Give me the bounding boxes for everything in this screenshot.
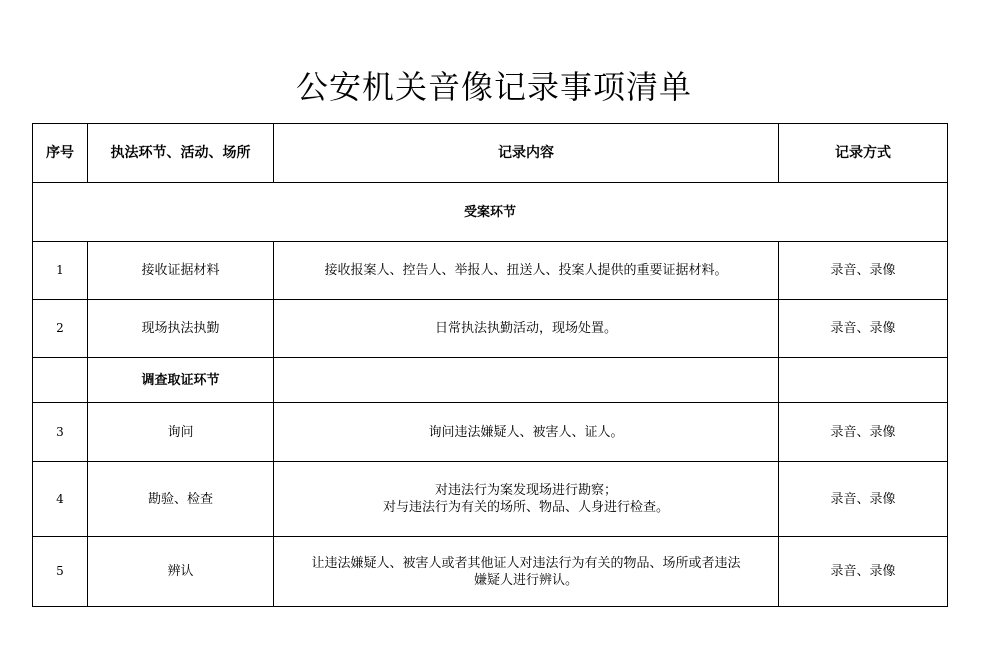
cell-content	[274, 403, 779, 462]
section-title: 受案环节	[33, 183, 948, 242]
header-content: 记录内容	[274, 124, 779, 183]
cell-empty	[274, 358, 779, 403]
content-line: 接收报案人、控告人、举报人、扭送人、投案人提供的重要证据材料。	[324, 263, 728, 278]
content-line: 日常执法执勤活动，现场处置。	[434, 321, 617, 336]
table-row	[33, 242, 948, 300]
cell-activity: 询问	[88, 403, 274, 462]
content-line: 对违法行为案发现场进行勘察；	[434, 483, 617, 498]
cell-method: 录音、录像	[779, 403, 948, 462]
cell-activity: 勘验、检查	[88, 462, 274, 537]
cell-no-empty	[33, 358, 88, 403]
content-line: 嫌疑人进行辨认。	[473, 572, 578, 588]
section-title: 调查取证环节	[88, 358, 274, 403]
page-title: 公安机关音像记录事项清单	[295, 68, 692, 106]
content-line: 询问违法嫌疑人、被害人、证人。	[428, 424, 624, 440]
cell-method: 录音、录像	[779, 300, 948, 358]
table-row	[33, 462, 948, 537]
content-line: 对与违法行为有关的场所、物品、人身进行检查。	[382, 500, 669, 515]
table-row	[33, 403, 948, 462]
records-table	[32, 123, 948, 607]
cell-content	[274, 537, 779, 607]
section-row	[33, 183, 948, 242]
cell-method: 录音、录像	[779, 537, 948, 607]
cell-no: 2	[33, 300, 88, 358]
cell-no: 4	[33, 462, 88, 537]
table-row	[33, 300, 948, 358]
header-activity: 执法环节、活动、场所	[88, 124, 274, 183]
cell-no: 5	[33, 537, 88, 607]
table-row	[33, 537, 948, 607]
cell-activity: 接收证据材料	[88, 242, 274, 300]
cell-activity: 辨认	[88, 537, 274, 607]
section-row	[33, 358, 948, 403]
cell-no: 1	[33, 242, 88, 300]
table-header-row	[33, 124, 948, 183]
cell-content	[274, 242, 779, 300]
cell-content	[274, 300, 779, 358]
cell-content	[274, 462, 779, 537]
cell-no: 3	[33, 403, 88, 462]
cell-activity: 现场执法执勤	[88, 300, 274, 358]
cell-method: 录音、录像	[779, 462, 948, 537]
header-no: 序号	[33, 124, 88, 183]
cell-method: 录音、录像	[779, 242, 948, 300]
header-method: 记录方式	[779, 124, 948, 183]
cell-empty	[779, 358, 948, 403]
content-line: 让违法嫌疑人、被害人或者其他证人对违法行为有关的物品、场所或者违法	[311, 555, 741, 571]
